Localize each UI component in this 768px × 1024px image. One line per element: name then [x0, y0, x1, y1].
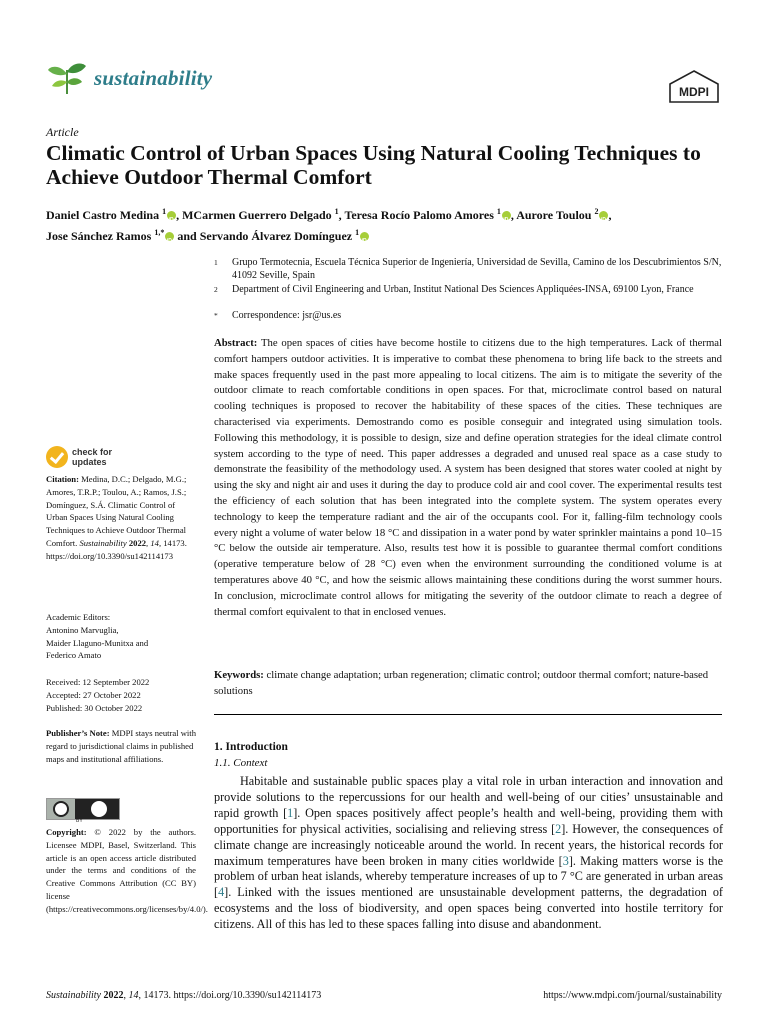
- article-title: Climatic Control of Urban Spaces Using Natural Cooling Techniques to Achieve Outdoor Thermal Comfort: [46, 141, 701, 189]
- citation-label: Citation:: [46, 474, 79, 484]
- publisher-note-text: MDPI stays neutral with regard to jurisdictional claims in published maps and institutional affiliations.: [46, 728, 196, 764]
- citation-year: 2022: [128, 537, 147, 548]
- journal-name[interactable]: sustainability: [94, 66, 213, 90]
- editor-name: Maider Llaguno-Munitxa and: [46, 637, 149, 648]
- reference-link[interactable]: 1: [287, 805, 294, 820]
- affiliation-text: Department of Civil Engineering and Urban, Institut National Des Sciences Appliquées-INSA, 69100 Lyon, France: [232, 284, 694, 295]
- author-name[interactable]: Servando Álvarez Domínguez: [199, 229, 356, 243]
- received-date: Received: 12 September 2022: [46, 677, 150, 687]
- abstract: [214, 336, 722, 620]
- mdpi-logo-icon[interactable]: [666, 70, 722, 104]
- cc-logo-icon: [53, 801, 69, 817]
- footer-journal-url[interactable]: https://www.mdpi.com/journal/sustainability: [543, 990, 722, 1001]
- orcid-icon[interactable]: [599, 211, 608, 220]
- keywords-text: climate change adaptation; urban regeneration; climatic control; outdoor thermal comfort; nature-based solutions: [214, 669, 709, 697]
- author-line-2: [46, 224, 726, 245]
- citation-journal: Sustainability: [79, 537, 127, 548]
- mdpi-logo-text: MDPI: [679, 85, 709, 99]
- footer-doi[interactable]: , 14173. https://doi.org/10.3390/su142114173: [138, 990, 322, 1001]
- cc-attribution-icon: [91, 801, 107, 817]
- affiliation-1: [214, 256, 724, 282]
- article-type: Article: [46, 125, 79, 139]
- subsection-heading: 1.1. Context: [214, 757, 268, 769]
- keywords-label: Keywords:: [214, 669, 264, 681]
- keywords: [214, 668, 722, 700]
- author-list: [46, 203, 726, 245]
- author-name[interactable]: Teresa Rocío Palomo Amores: [344, 208, 497, 222]
- publisher-note-label: Publisher’s Note:: [46, 728, 110, 738]
- reference-link[interactable]: 4: [218, 885, 225, 900]
- abstract-text: The open spaces of cities have become hostile to citizens due to the high temperatures. Lack of thermal comfort hampers outdoor activities. It is imperative to combat these phenomena to bring life back to the streets and make spaces frequently used in the past more appealing to local citizens. The aim is to mitigate the severity of the outdoor climate to reach comfortable conditions in open spaces. For that, microclimate control based on natural cooling techniques is proposed to recover the habitability of these spaces of the cities. These techniques are characterised via experiments. Demostrando como es posible conseguir and integrated using simulation tools. Following this methodology, it is possible to design, size and define operation strategies for the ideal climate control system according to the type of need. This paper addresses a degraded and unused real space as a case study to demonstrate the feasibility of the methodology used. A system has been designed that stores water cooled at night by using the sky and night air and uses it during the day to produce cold air and cool cover. The experimental results test the efficiency of each solution that has been integrated into the complete system. The system operates every technology to keep the temperature radiant and the air of the occupants cool. For it, falling-film technology cools every night a volume of water below 18 °C and dissipation in a water pond by water sprinkler maintains a pond 10–15 °C below the outside air temperature. Also, results test how it is possible to guarantee thermal comfort conditions (operative temperature below of 28 °C) even when the environment surrounding the conditioned volume is at temperatures above 40 °C, and how the seismic allows maintaining these conditions during the worst summer hours. In conclusion, microclimate control allows for mitigating the severity of the outdoor climate to reach a degree of thermal comfort equivalent to that in enclosed venues.: [214, 337, 722, 618]
- check-line-1: check for: [72, 447, 113, 457]
- editor-name: Antonino Marvuglia,: [46, 624, 119, 635]
- author-name[interactable]: Aurore Toulou: [516, 208, 595, 222]
- affiliation-mark: 2: [214, 285, 218, 294]
- cc-by-license-badge[interactable]: [46, 798, 118, 824]
- check-line-2: updates: [72, 457, 107, 467]
- affiliation-mark: 1: [214, 258, 218, 267]
- author-conjunction: and: [174, 229, 200, 243]
- reference-link[interactable]: 2: [555, 821, 562, 836]
- citation: Citation: Medina, D.C.; Delgado, M.G.; Amores, T.R.P.; Toulou, A.; Ramos, J.S.; Domínguez, S.Á. Climatic Control of Urban Spaces Using Natural Cooling Techniques to Achieve Outdoor Thermal Comfort. Sustainability 2022, 14, 14173. https://doi.org/10.3390/su142114173: [46, 474, 187, 561]
- editor-name: Federico Amato: [46, 650, 102, 661]
- author-affiliation-sup: 2: [594, 207, 599, 216]
- orcid-icon[interactable]: [165, 232, 174, 241]
- abstract-label: Abstract:: [214, 337, 258, 349]
- author-affiliation-sup: 1: [334, 207, 339, 216]
- affiliation-2: [214, 283, 724, 296]
- author-affiliation-sup: 1: [162, 207, 167, 216]
- orcid-icon[interactable]: [360, 232, 369, 241]
- copyright-text: © 2022 by the authors. Licensee MDPI, Basel, Switzerland. This article is an open access article distributed under the terms and conditions of the Creative Commons Attribution (CC BY) license (https://creativecommons.org/licenses/by/4.0/).: [46, 827, 208, 914]
- cc-badge-label: BY: [76, 818, 83, 824]
- cc-badge-frame: [46, 798, 120, 820]
- section-divider: [214, 714, 722, 715]
- citation-text: Medina, D.C.; Delgado, M.G.; Amores, T.R.P.; Toulou, A.; Ramos, J.S.; Domínguez, S.Á. Climatic Control of Urban Spaces Using Natural Cooling Techniques to Achieve Outdoor Thermal Comfort.: [46, 474, 187, 548]
- academic-editors: [46, 611, 198, 662]
- reference-link[interactable]: 3: [562, 853, 569, 868]
- footer-journal: Sustainability: [46, 990, 101, 1001]
- author-affiliation-sup: 1: [496, 207, 501, 216]
- published-date: Published: 30 October 2022: [46, 702, 143, 713]
- check-for-updates-badge[interactable]: [46, 446, 166, 470]
- editors-label: Academic Editors:: [46, 612, 111, 622]
- author-name[interactable]: Jose Sánchez Ramos: [46, 229, 155, 243]
- footer-year: 2022: [103, 990, 124, 1001]
- footer-volume: 14: [128, 990, 139, 1001]
- footer-citation: Sustainability 2022, 14, 14173. https://doi.org/10.3390/su142114173: [46, 990, 322, 1001]
- author-affiliation-sup: 1,*: [154, 228, 165, 237]
- publication-dates: [46, 676, 198, 714]
- accepted-date: Accepted: 27 October 2022: [46, 689, 141, 700]
- affiliation-text[interactable]: Correspondence: jsr@us.es: [232, 310, 342, 321]
- intro-paragraph: Habitable and sustainable public spaces play a vital role in urban interaction and innovation and provide solutions to the repercussions for our health and well-being of our cities’ unsustainable and rapid growth [1]. Open spaces positively affect people’s health and well-being, providing them with opportunities for physical activities, socialising and relieving stress [2]. However, the consequences of climate change are increasingly noticeable around the world. In recent years, the historical records for maximum temperatures have been broken in many cities worldwide [3]. Making matters worse is the problem of urban heat islands, whereby temperature increases of up to 7 °C are generated in urban areas [4]. Linked with the issues mentioned are unsustainable development patterns, the degradation of ecosystems and the loss of biodiversity, and open spaces being converted into hostile territory for citizens. All of this has led to these spaces falling into disuse and abandonment.: [214, 774, 724, 932]
- orcid-icon[interactable]: [502, 211, 511, 220]
- correspondence: [214, 309, 724, 322]
- orcid-icon[interactable]: [167, 211, 176, 220]
- author-name[interactable]: Daniel Castro Medina: [46, 208, 163, 222]
- author-affiliation-sup: 1: [355, 228, 360, 237]
- section-heading: 1. Introduction: [214, 741, 288, 753]
- publisher-note: [46, 727, 198, 765]
- journal-leaf-logo-icon: [46, 60, 88, 96]
- check-updates-icon: [46, 446, 68, 468]
- citation-tail[interactable]: , 14173. https://doi.org/10.3390/su142114173: [46, 537, 187, 561]
- copyright-label: Copyright:: [46, 827, 87, 837]
- affiliation-text: Grupo Termotecnia, Escuela Técnica Superior de Ingeniería, Universidad de Sevilla, Camino de los Descubrimientos S/N, 41092 Seville, Spain: [232, 257, 722, 281]
- affiliation-mark: *: [214, 311, 218, 320]
- author-name[interactable]: MCarmen Guerrero Delgado: [182, 208, 335, 222]
- author-line-1: Daniel Castro Medina $^1$iD , MCarmen Guerrero Delgado $^1$, Teresa Rocío Palomo Amores $^1$iD , Aurore Toulou $^2$iD ,: [46, 203, 726, 224]
- copyright-notice: [46, 826, 208, 916]
- citation-volume: 14: [150, 537, 159, 548]
- check-updates-text: [72, 447, 112, 467]
